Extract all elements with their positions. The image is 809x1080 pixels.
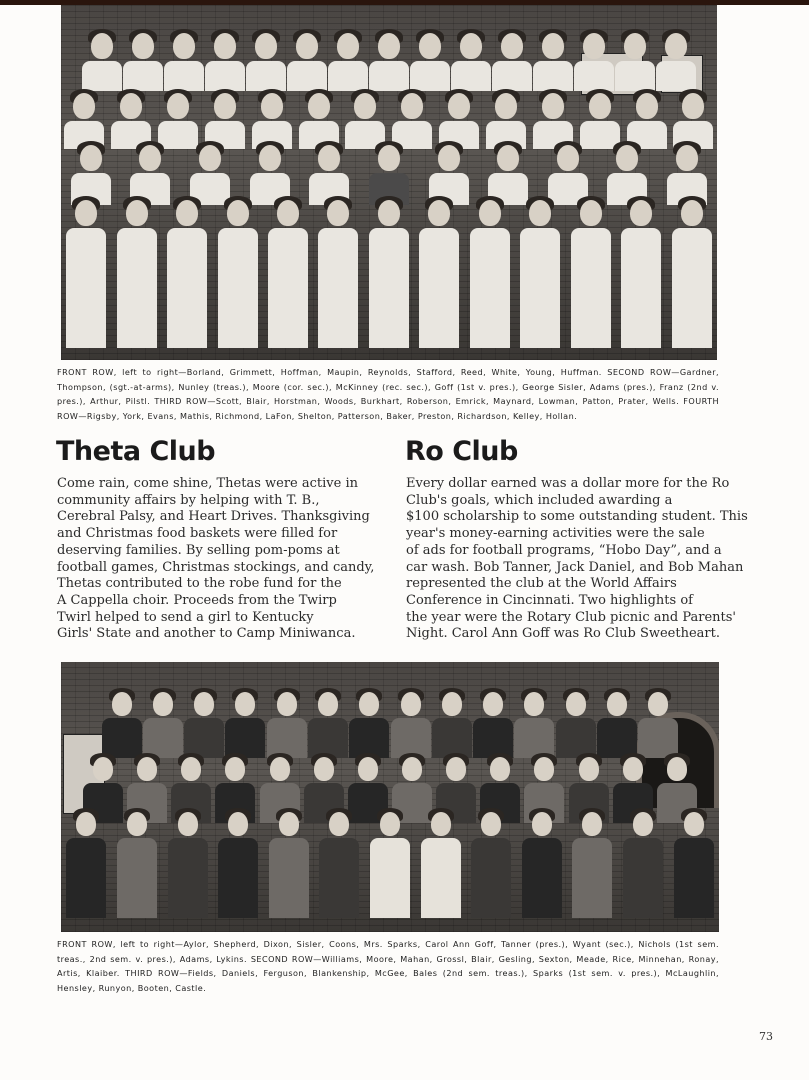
person-figure bbox=[369, 200, 409, 348]
theta-body-line: football games, Christmas stockings, and candy, bbox=[57, 559, 375, 575]
person-figure bbox=[123, 33, 163, 91]
person-figure bbox=[190, 145, 230, 205]
ro-body-line: year's money-earning activities were the sale bbox=[406, 526, 705, 542]
person-figure bbox=[674, 812, 714, 918]
ro-body-line: Club's goals, which included awarding a bbox=[406, 492, 673, 508]
theta-members bbox=[61, 5, 717, 360]
person-figure bbox=[158, 93, 198, 149]
person-figure bbox=[470, 200, 510, 348]
person-figure bbox=[473, 692, 513, 758]
person-figure bbox=[597, 692, 637, 758]
person-figure bbox=[656, 33, 696, 91]
person-figure bbox=[345, 93, 385, 149]
person-figure bbox=[571, 200, 611, 348]
person-figure bbox=[471, 812, 511, 918]
person-figure bbox=[419, 200, 459, 348]
person-figure bbox=[349, 692, 389, 758]
person-figure bbox=[432, 692, 472, 758]
photo-row bbox=[61, 200, 717, 348]
theta-body-line: Cerebral Palsy, and Heart Drives. Thanksgiving bbox=[57, 509, 370, 525]
person-figure bbox=[492, 33, 532, 91]
ro-photo-caption: FRONT ROW, left to right—Aylor, Shepherd, Dixon, Sisler, Coons, Mrs. Sparks, Carol Ann Goff, Tanner (pres.), Wyant (sec.), Nichols (1st sem. treas., 2nd sem. v. pres.), Adams, Lykins. SECOND ROW—Williams, Moore, Mahan, Grossl, Blair, Gesling, Sexton, Meade, Rice, Minnehan, Ronay, Artis, Klaiber. THIRD ROW—Fields, Daniels, Ferguson, Blankenship, McGee, Bales (2nd sem. treas.), Sparks (1st sem. v. pres.), McLaughlin, Hensley, Runyon, Booten, Castle. bbox=[57, 939, 719, 993]
person-figure bbox=[548, 145, 588, 205]
ro-body-line: $100 scholarship to some outstanding student. This bbox=[406, 509, 748, 525]
person-figure bbox=[168, 812, 208, 918]
person-figure bbox=[143, 692, 183, 758]
person-figure bbox=[522, 812, 562, 918]
person-figure bbox=[556, 692, 596, 758]
theta-photo-caption: FRONT ROW, left to right—Borland, Grimmett, Hoffman, Maupin, Reynolds, Stafford, Reed, White, Young, Huffman. SECOND ROW—Gardner, Thompson, (sgt.-at-arms), Nunley (treas.), Moore (cor. sec.), McKinney (rec. sec.), Goff (1st v. pres.), George Sisler, Adams (pres.), Franz (2nd v. pres.), Arthur, Pilstl. THIRD ROW—Scott, Blair, Horstman, Woods, Burkhart, Roberson, Emrick, Maynard, Lowman, Patton, Prater, Wells. FOURTH ROW—Rigsby, York, Evans, Mathis, Richmond, LaFon, Shelton, Patterson, Baker, Preston, Richardson, Kelley, Hollan. bbox=[57, 367, 719, 421]
theta-club-group-photo bbox=[61, 5, 717, 360]
photo-row bbox=[61, 812, 719, 918]
person-figure bbox=[117, 200, 157, 348]
person-figure bbox=[615, 33, 655, 91]
ro-body-line: Every dollar earned was a dollar more for the Ro bbox=[406, 476, 730, 491]
theta-body-line: community affairs by helping with T. B., bbox=[57, 492, 320, 508]
person-figure bbox=[167, 200, 207, 348]
theta-body-line: Twirl helped to send a girl to Kentucky bbox=[57, 609, 314, 625]
person-figure bbox=[572, 812, 612, 918]
person-figure bbox=[82, 33, 122, 91]
person-figure bbox=[66, 812, 106, 918]
person-figure bbox=[269, 812, 309, 918]
ro-body-line: car wash. Bob Tanner, Jack Daniel, and Bob Mahan bbox=[406, 559, 744, 575]
theta-body-line: Come rain, come shine, Thetas were active in bbox=[57, 476, 358, 491]
ro-body-line: represented the club at the World Affairs bbox=[406, 576, 677, 592]
person-figure bbox=[287, 33, 327, 91]
person-figure bbox=[218, 200, 258, 348]
person-figure bbox=[66, 200, 106, 348]
page-number: 73 bbox=[759, 1030, 773, 1043]
person-figure bbox=[117, 812, 157, 918]
person-figure bbox=[391, 692, 431, 758]
person-figure bbox=[392, 93, 432, 149]
person-figure bbox=[574, 33, 614, 91]
person-figure bbox=[246, 33, 286, 91]
theta-body-line: Thetas contributed to the robe fund for the bbox=[57, 576, 342, 592]
theta-body-line: and Christmas food baskets were filled for bbox=[57, 526, 338, 542]
person-figure bbox=[580, 93, 620, 149]
ro-body-line: of ads for football programs, “Hobo Day”, and a bbox=[406, 542, 722, 558]
ro-members bbox=[61, 662, 719, 932]
person-figure bbox=[672, 200, 712, 348]
theta-club-body bbox=[57, 476, 374, 643]
photo-row bbox=[61, 692, 719, 758]
person-figure bbox=[268, 200, 308, 348]
person-figure bbox=[623, 812, 663, 918]
person-figure bbox=[319, 812, 359, 918]
person-figure bbox=[370, 812, 410, 918]
ro-body-line: Conference in Cincinnati. Two highlights of bbox=[406, 592, 693, 608]
person-figure bbox=[318, 200, 358, 348]
ro-body-line: Night. Carol Ann Goff was Ro Club Sweetheart. bbox=[406, 626, 720, 642]
theta-body-line: A Cappella choir. Proceeds from the Twirp bbox=[57, 592, 337, 608]
ro-body-line: the year were the Rotary Club picnic and Parents' bbox=[406, 609, 736, 625]
person-figure bbox=[520, 200, 560, 348]
ro-club-group-photo bbox=[61, 662, 719, 932]
ro-club-body bbox=[406, 476, 748, 643]
person-figure bbox=[533, 33, 573, 91]
person-figure bbox=[164, 33, 204, 91]
person-figure bbox=[638, 692, 678, 758]
photo-row bbox=[61, 33, 717, 91]
theta-body-line: deserving families. By selling pom-poms at bbox=[57, 542, 340, 558]
person-figure bbox=[308, 692, 348, 758]
person-figure bbox=[410, 33, 450, 91]
person-figure bbox=[102, 692, 142, 758]
person-figure bbox=[205, 33, 245, 91]
person-figure bbox=[451, 33, 491, 91]
theta-club-heading: Theta Club bbox=[56, 436, 216, 467]
person-figure bbox=[621, 200, 661, 348]
person-figure bbox=[514, 692, 554, 758]
person-figure bbox=[267, 692, 307, 758]
ro-club-heading: Ro Club bbox=[405, 436, 518, 467]
person-figure bbox=[328, 33, 368, 91]
person-figure bbox=[184, 692, 224, 758]
theta-body-line: Girls' State and another to Camp Miniwanca. bbox=[57, 626, 356, 642]
person-figure bbox=[421, 812, 461, 918]
person-figure bbox=[218, 812, 258, 918]
person-figure bbox=[369, 33, 409, 91]
person-figure bbox=[225, 692, 265, 758]
